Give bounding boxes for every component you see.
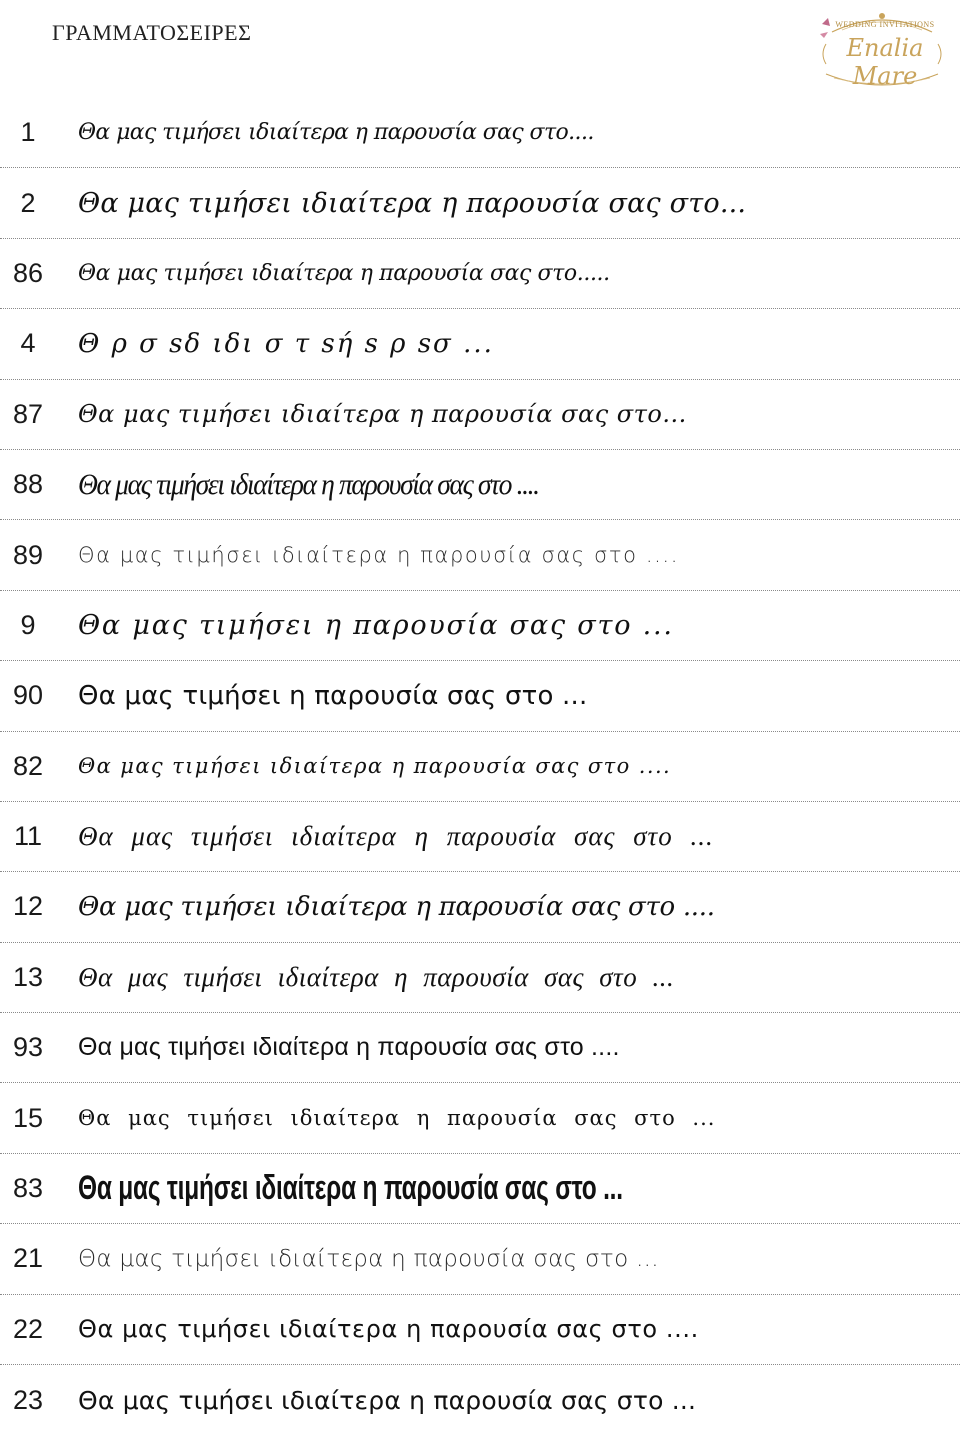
list-item [0,802,960,872]
list-item [0,732,960,802]
font-sample-text: Θα μας τιμήσει ιδιαίτερα η παρουσία σας στο ... [78,1245,659,1272]
font-sample-text: Θα μας τιμήσει ιδιαίτερα η παρουσία σας στο... [78,400,687,429]
logo-brand-name: Enalia Mare [846,34,924,90]
font-sample-text: Θα μας τιμήσει ιδιαίτερα η παρουσία σας στο..... [78,260,610,286]
font-sample-text: Θα μας τιμήσει ιδιαίτερα η παρουσία σας στο .... [78,754,672,779]
list-item [0,380,960,450]
font-number: 93 [12,1032,44,1063]
font-sample-text: Θα μας τιμήσει ιδιαίτερα η παρουσία σας στο .... [78,1315,699,1344]
font-sample-text: Θα μας τιμήσει ιδιαίτερα η παρουσία σας στο... [78,187,747,219]
font-number: 11 [13,821,43,852]
list-item [0,98,960,168]
font-sample-text: Θα μας τιμήσει ιδιαίτερα η παρουσία σας στο ... [78,821,714,852]
list-item [0,309,960,379]
font-sample-text: Θα μας τιμήσει ιδιαίτερα η παρουσία σας στο ... [78,961,675,992]
font-sample-text: Θα μας τιμήσει η παρουσία σας στο ... [78,609,674,641]
font-sample-text: Θ ρ σ sδ ιδι σ τ sή s ρ sσ ... [78,328,494,359]
font-number: 9 [20,609,36,640]
font-number: 23 [12,1384,44,1415]
font-number: 90 [12,680,44,711]
list-item [0,1013,960,1083]
font-sample-text: Θα μας τιμήσει ιδιαίτερα η παρουσία σας στο ... [78,1106,716,1131]
font-number: 4 [20,328,36,359]
font-sample-text: Θα μας τιμήσει ιδιαίτερα η παρουσία σας στο .... [78,467,539,501]
font-number: 89 [12,539,44,570]
brand-logo [812,4,952,94]
page-title: ΓΡΑΜΜΑΤΟΣΕΙΡΕΣ [52,20,252,45]
font-number: 15 [12,1102,44,1133]
font-sample-text: Θα μας τιμήσει ιδιαίτερα η παρουσία σας στο ... [78,1169,623,1208]
list-item [0,872,960,942]
list-item [0,168,960,238]
font-number: 83 [12,1173,44,1204]
list-item [0,661,960,731]
font-number: 21 [12,1243,44,1274]
font-number: 1 [20,117,36,148]
font-number: 12 [12,891,44,922]
list-item [0,239,960,309]
font-sample-text: Θα μας τιμήσει ιδιαίτερα η παρουσία σας στο .... [78,543,679,568]
list-item [0,1083,960,1153]
list-item [0,1154,960,1224]
list-item [0,1224,960,1294]
font-number: 87 [12,398,44,429]
font-sample-text: Θα μας τιμήσει ιδιαίτερα η παρουσία σας στο .... [78,1033,620,1062]
font-number: 22 [12,1313,44,1344]
list-item [0,591,960,661]
font-number: 82 [12,750,44,781]
font-sample-list [0,98,960,1418]
page-header [0,0,960,100]
font-number: 2 [20,187,36,218]
font-number: 13 [12,961,44,992]
font-number: 88 [12,469,44,500]
logo-tagline: WEDDING INVITATIONS [835,20,935,29]
list-item [0,1295,960,1365]
list-item [0,520,960,590]
font-sample-text: Θα μας τιμήσει ιδιαίτερα η παρουσία σας στο.... [78,120,594,146]
font-sample-text: Θα μας τιμήσει ιδιαίτερα η παρουσία σας στο ... [78,1385,697,1415]
font-sample-text: Θα μας τιμήσει ιδιαίτερα η παρουσία σας στο .... [78,891,715,922]
list-item [0,943,960,1013]
list-item [0,450,960,520]
font-number: 86 [12,257,44,288]
list-item [0,1365,960,1435]
font-sample-text: Θα μας τιμήσει η παρουσία σας στο ... [78,680,588,711]
